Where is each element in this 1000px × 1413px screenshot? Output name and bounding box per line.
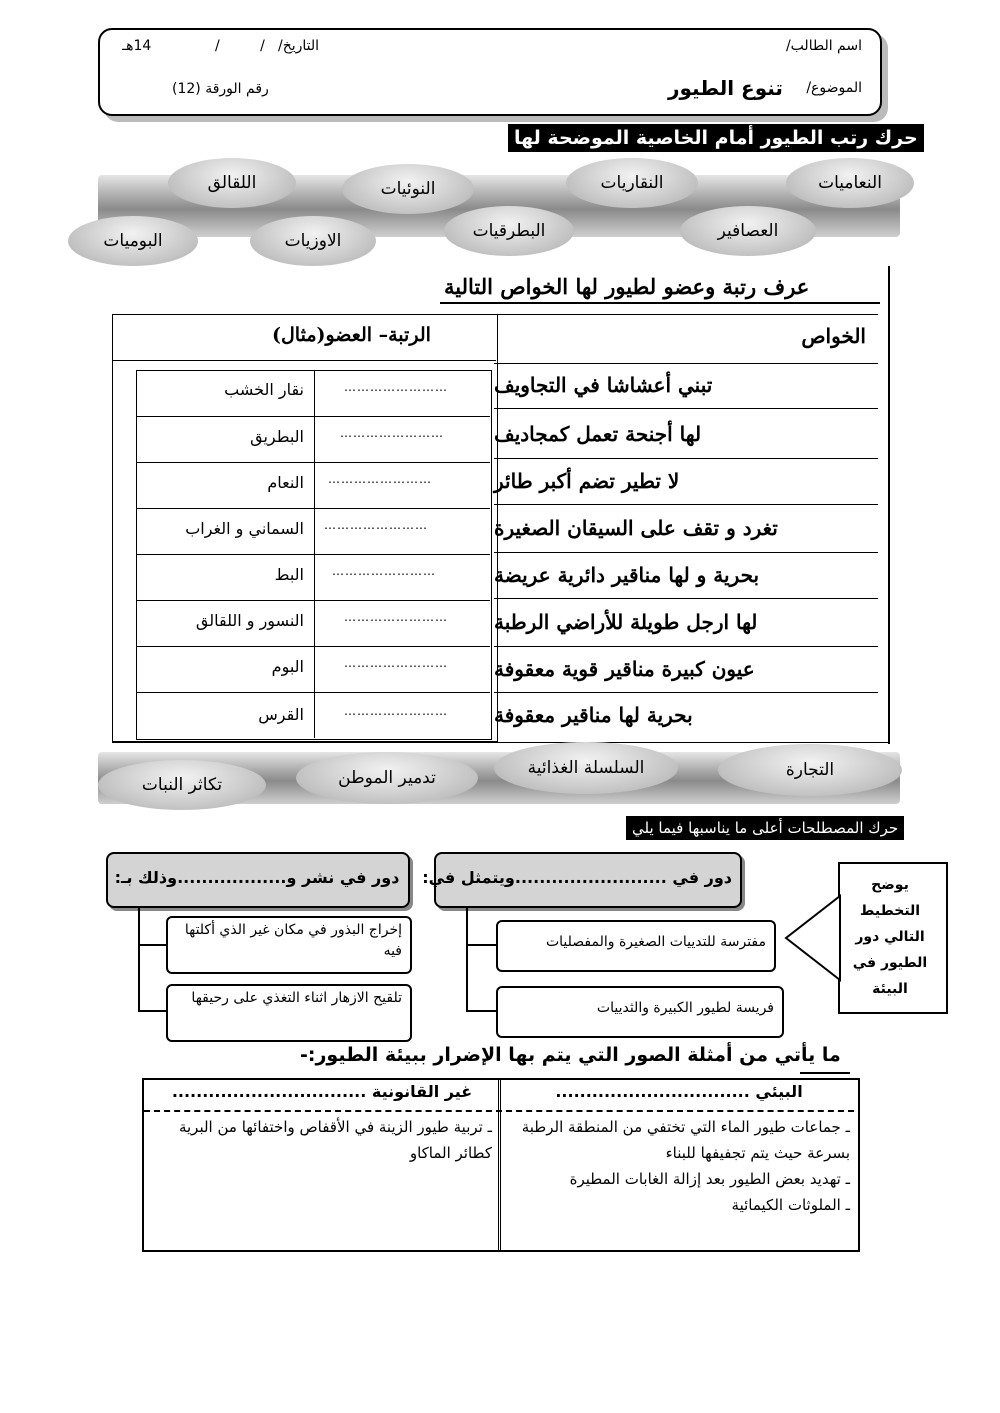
connector-a bbox=[466, 906, 468, 1010]
role-a-item-text: فريسة لطيور الكبيرة والثدييات bbox=[596, 1000, 774, 1016]
property-cell: بحرية لها مناقير معقوفة bbox=[494, 703, 693, 727]
term-item[interactable]: تدمير الموطن bbox=[296, 752, 478, 804]
term-item[interactable]: السلسلة الغذائية bbox=[494, 742, 678, 794]
answer-blank[interactable]: …………………… bbox=[324, 518, 428, 532]
answer-blank[interactable]: …………………… bbox=[344, 380, 448, 394]
answer-blank[interactable]: …………………… bbox=[332, 564, 436, 578]
section2-title: عرف رتبة وعضو لطيور لها الخواص التالية bbox=[444, 274, 810, 299]
order-item[interactable]: النوئيات bbox=[342, 164, 474, 214]
table-right-edge bbox=[888, 266, 890, 744]
table-bottom-line bbox=[112, 742, 890, 743]
term-item[interactable]: التجارة bbox=[718, 744, 902, 796]
example-cell: النعام bbox=[267, 472, 304, 492]
example-cell: نقار الخشب bbox=[224, 379, 304, 399]
order-item[interactable]: العصافير bbox=[680, 206, 816, 256]
order-item[interactable]: النعاميات bbox=[786, 158, 914, 208]
order-item[interactable]: البوميات bbox=[68, 216, 198, 266]
example-cell: البطريق bbox=[250, 426, 304, 446]
harm-item: ـ تربية طيور الزينة في الأقفاص واختفائها من البرية bbox=[178, 1118, 492, 1136]
title-underline bbox=[800, 1072, 850, 1074]
harm-item: ـ الملوثات الكيمائية bbox=[731, 1196, 850, 1214]
harm-item: ـ تهديد بعض الطيور بعد إزالة الغابات المطيرة bbox=[569, 1170, 850, 1188]
connector-a-1 bbox=[466, 944, 496, 946]
order-item[interactable]: الاوزيات bbox=[250, 216, 376, 266]
property-cell: بحرية و لها مناقير دائرية عريضة bbox=[494, 552, 878, 599]
role-box-a-text[interactable]: دور في .........................ويتمثل في: bbox=[422, 868, 732, 887]
callout-text: يوضح التخطيط التالي دور الطيور في البيئة bbox=[852, 877, 928, 997]
connector-b-1 bbox=[138, 944, 166, 946]
page-title: تنوع الطيور bbox=[668, 76, 783, 100]
col-illegal: غير القانونية ................................ bbox=[171, 1082, 473, 1101]
example-cell: النسور و اللقالق bbox=[195, 610, 304, 630]
connector-b-2 bbox=[138, 1010, 166, 1012]
role-box-b-text[interactable]: دور في نشر و..................وذلك بـ: bbox=[114, 868, 400, 887]
harm-table-dashline bbox=[144, 1110, 854, 1112]
property-cell: لها ارجل طويلة للأراضي الرطبة bbox=[494, 598, 878, 647]
order-item[interactable]: اللقالق bbox=[168, 158, 296, 208]
left-header-line bbox=[112, 360, 496, 361]
student-name-label: اسم الطالب/ bbox=[785, 38, 862, 54]
harm-item: ـ جماعات طيور الماء التي تختفي من المنطقة الرطبة بسرعة حيث يتم تجفيفها للبناء bbox=[521, 1118, 850, 1162]
col-properties-header: الخواص bbox=[801, 324, 866, 348]
answer-blank[interactable]: …………………… bbox=[344, 610, 448, 624]
answer-blank[interactable]: …………………… bbox=[344, 704, 448, 718]
term-item[interactable]: تكاثر النبات bbox=[98, 760, 266, 810]
title-underline bbox=[440, 302, 880, 304]
date-slashes: / / bbox=[215, 38, 265, 54]
harm-item: كطائر الماكاو bbox=[409, 1144, 492, 1162]
answer-blank[interactable]: …………………… bbox=[340, 426, 444, 440]
role-a-item-text: مفترسة للتدييات الصغيرة والمفصليات bbox=[545, 934, 766, 950]
col-environmental: البيئي ................................ bbox=[555, 1082, 803, 1101]
answer-blank[interactable]: …………………… bbox=[344, 656, 448, 670]
section1-instruction: حرك رتب الطيور أمام الخاصية الموضحة لها bbox=[508, 124, 924, 152]
section4-title: ما يأتي من أمثلة الصور التي يتم بها الإضرار ببيئة الطيور:- bbox=[300, 1044, 841, 1066]
connector-a-2 bbox=[466, 1010, 496, 1012]
sheet-number: رقم الورقة (12) bbox=[172, 81, 269, 97]
order-item[interactable]: النقاريات bbox=[566, 158, 698, 208]
section3-instruction: حرك المصطلحات أعلى ما يناسبها فيما يلي bbox=[626, 816, 904, 840]
property-cell: تبني أعشاشا في التجاويف bbox=[494, 362, 878, 409]
property-cell: لها أجنحة تعمل كمجاديف bbox=[494, 410, 878, 459]
property-cell: لا تطير تضم أكبر طائر bbox=[494, 458, 878, 505]
example-cell: البط bbox=[274, 564, 304, 584]
answer-blank[interactable]: …………………… bbox=[328, 472, 432, 486]
property-cell: تغرد و تقف على السيقان الصغيرة bbox=[494, 504, 878, 553]
col-order-member-header: الرتبة– العضو(مثال) bbox=[272, 324, 431, 346]
role-b-item-text: تلقيح الازهار اثناء التغذي على رحيقها bbox=[191, 990, 402, 1006]
property-cell: عيون كبيرة مناقير قوية معقوفة bbox=[494, 646, 878, 693]
connector-b bbox=[138, 906, 140, 1010]
callout-arrow-icon bbox=[784, 894, 842, 982]
example-cell: البوم bbox=[271, 656, 304, 676]
date-label: التاريخ/ bbox=[278, 38, 320, 54]
role-b-item-text: إخراج البذور في مكان غير الذي أكلتها فيه bbox=[184, 922, 402, 959]
order-item[interactable]: البطرقيات bbox=[444, 206, 574, 256]
subject-label: الموضوع/ bbox=[806, 80, 862, 96]
example-cell: السماني و الغراب bbox=[185, 518, 304, 538]
year-label: 14هـ bbox=[122, 38, 152, 54]
example-cell: القرس bbox=[258, 704, 304, 724]
harm-table-divider bbox=[498, 1078, 501, 1250]
